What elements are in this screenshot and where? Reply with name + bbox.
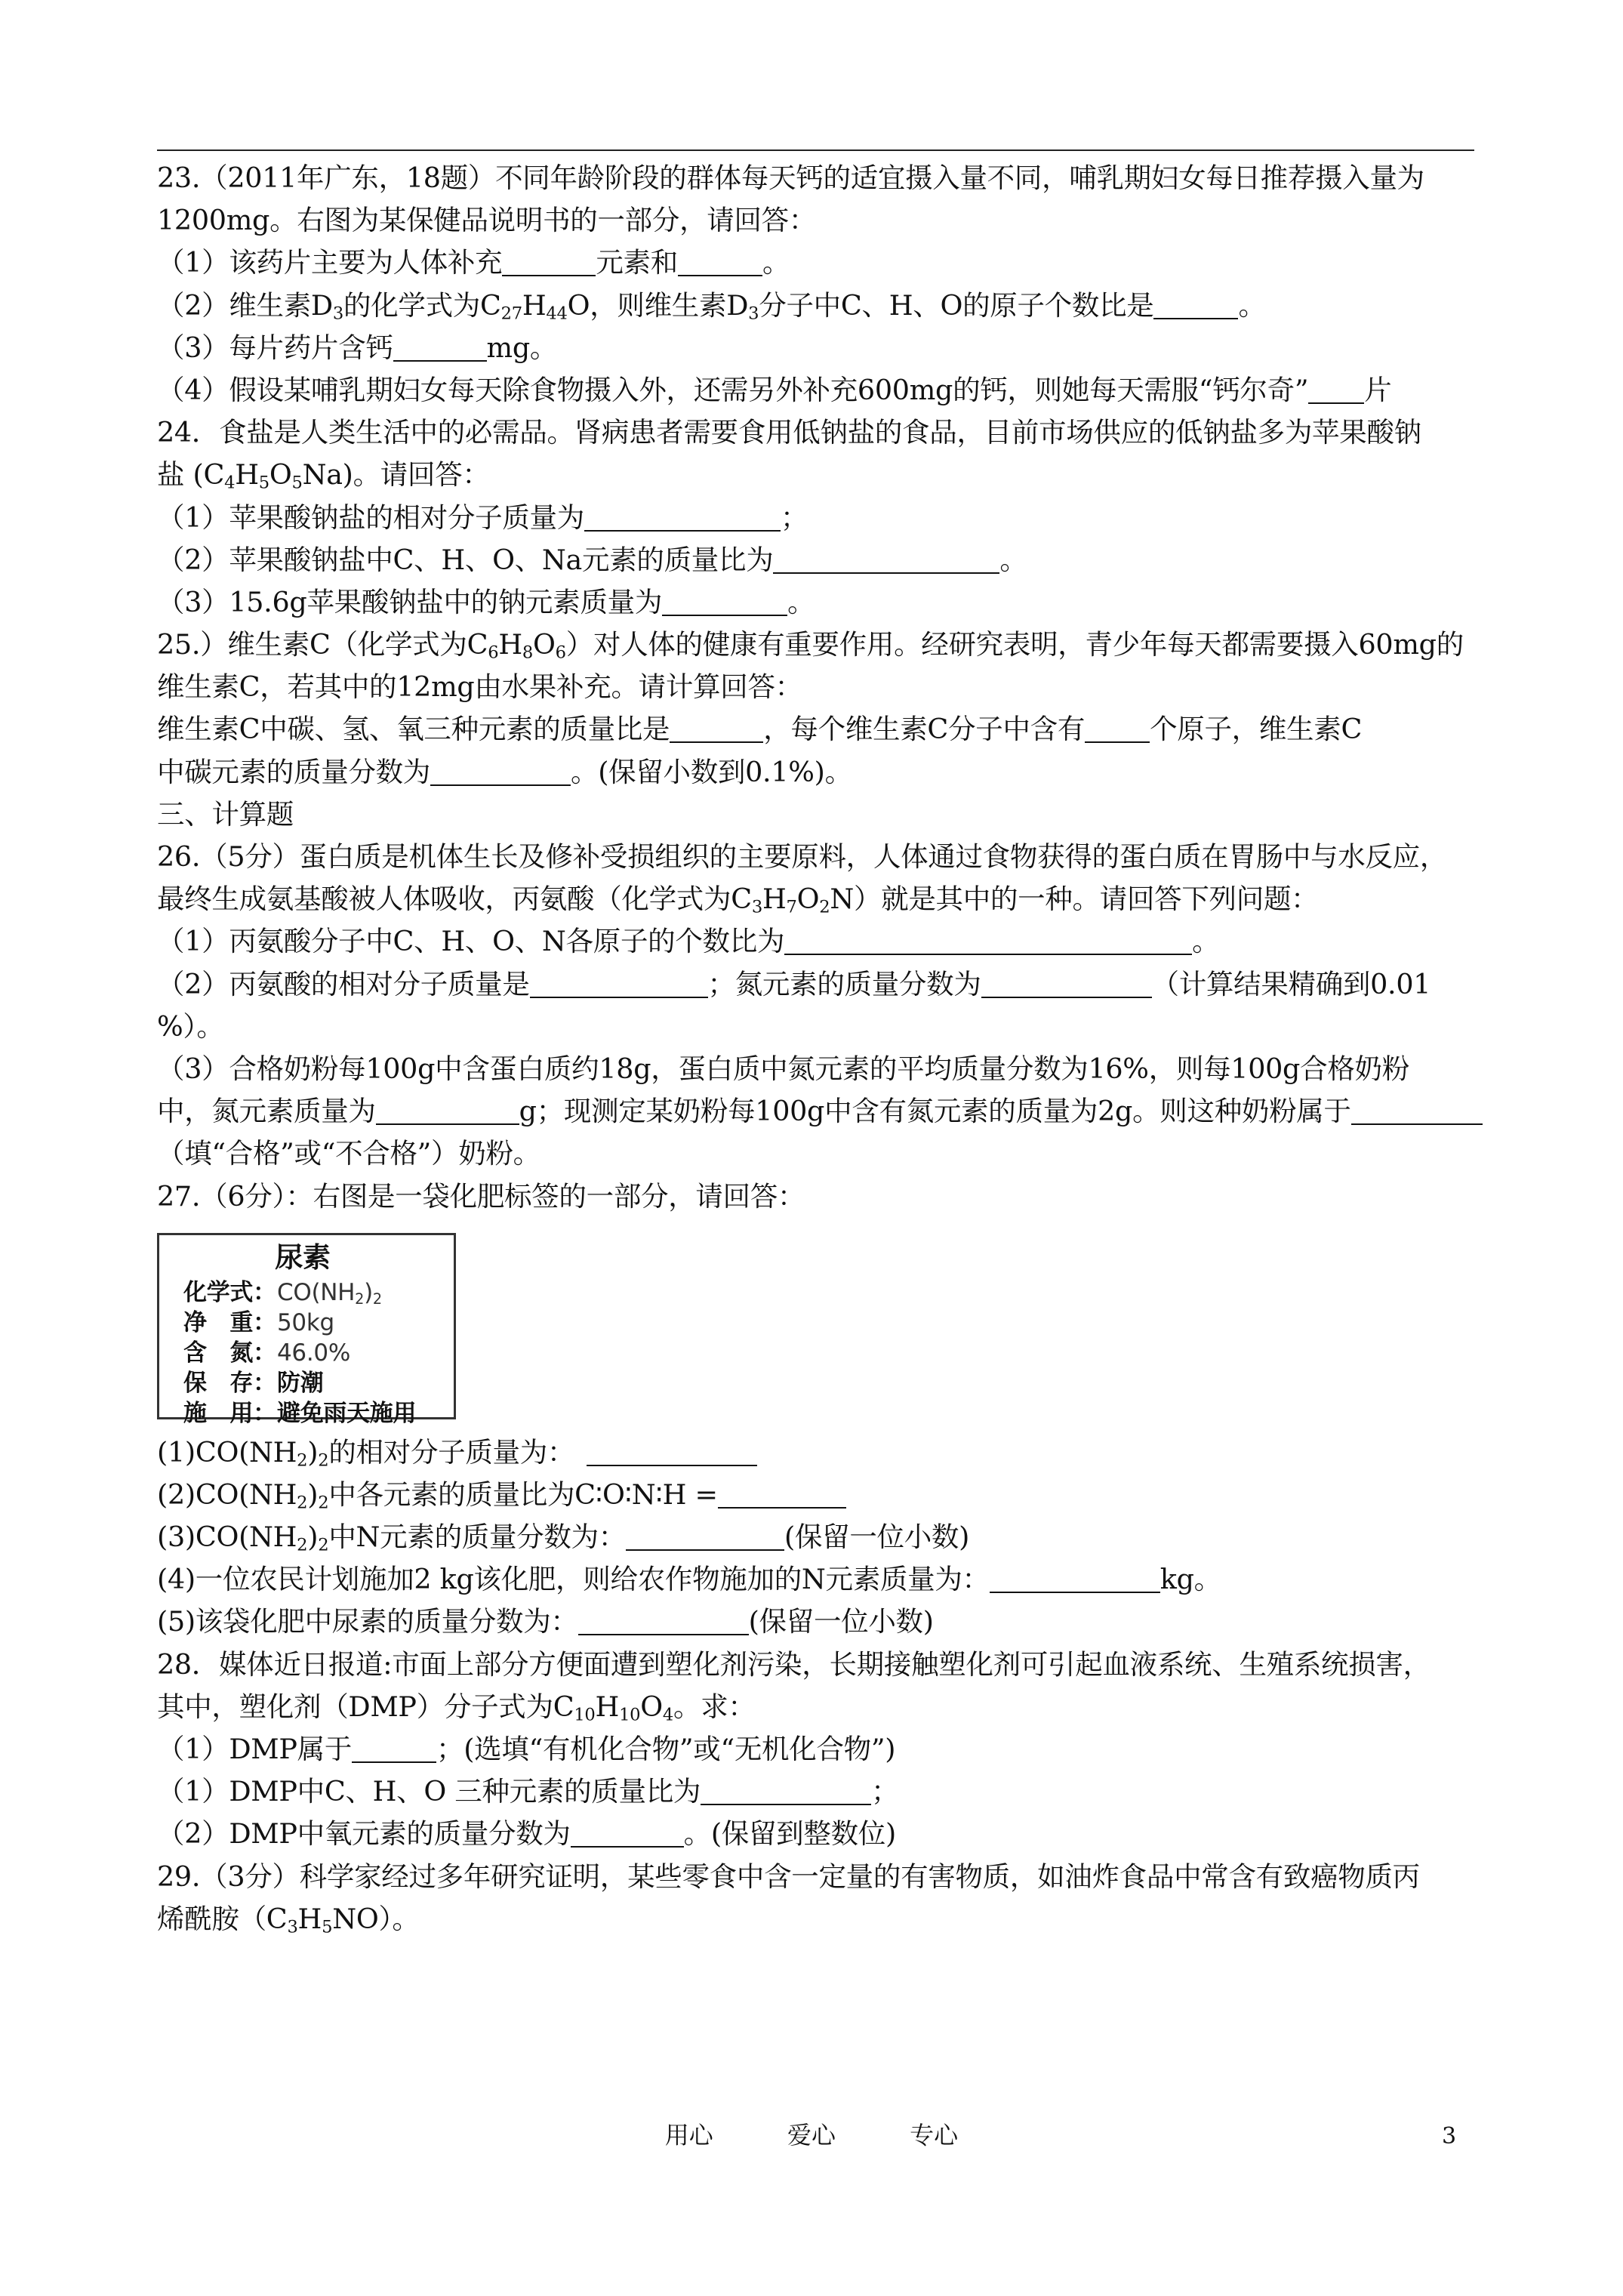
q24-part-3: （3）15.6g苹果酸钠盐中的钠元素质量为 。 [157,585,815,618]
label-row-formula: 化学式：$CO(NH_2)_2$ [183,1278,382,1308]
q27-part-2: $(2)CO(NH_2)_2$中各元素的质量比为C∶O∶N∶H = [157,1474,1486,1516]
answer-blank[interactable] [784,925,1192,955]
q23-line-2: 1200mg。右图为某保健品说明书的一部分，请回答： [157,204,817,237]
answer-blank[interactable] [352,1733,436,1763]
footer-item: 爱心 [787,2121,836,2150]
q27-part-3: $(3)CO(NH_2)_2$中N元素的质量分数为： (保留一位小数) [157,1521,970,1555]
answer-blank[interactable] [587,1436,757,1466]
q24-line-2: 盐 $(C_4H_5O_5Na)$。请回答： [157,458,490,493]
answer-blank[interactable] [584,501,781,532]
q25-line-4: 中碳元素的质量分数为 。(保留小数到0.1%)。 [157,755,852,788]
answer-blank[interactable] [670,713,763,743]
answer-blank[interactable] [502,246,596,276]
footer-item: 专心 [910,2121,959,2150]
q27-part-4: (4)一位农民计划施加2 kg该化肥，则给农作物施加的N元素质量为： kg。 [157,1563,1221,1596]
answer-blank[interactable] [1153,289,1238,319]
q25-line-2: 维生素C，若其中的12mg由水果补充。请计算回答： [157,670,802,704]
label-row-weight: 净 重：50kg [183,1308,334,1336]
q23-part-4: （4）假设某哺乳期妇女每天除食物摄入外，还需另外补充600mg的钙，则她每天需服“钙尔奇” 片 [157,373,1392,406]
answer-blank[interactable] [530,968,708,998]
answer-blank[interactable] [376,1095,519,1125]
q24-part-2: （2）苹果酸钠盐中C、H、O、Na元素的质量比为 。 [157,543,1027,576]
q23-part-2: （2）维生素$D_3$的化学式为$C_{27}H_{44}O$，则维生素$D_3$分子中C、H、O的原子个数比是 。 [157,288,1266,324]
answer-blank[interactable] [718,1478,846,1509]
answer-blank[interactable] [1085,713,1150,743]
header-rule [157,149,1474,151]
q26-part-3-end: （填“合格”或“不合格”）奶粉。 [157,1137,540,1170]
footer-item: 用心 [664,2121,713,2150]
answer-blank[interactable] [662,586,787,616]
q23-line-1: 23.（2011年广东，18题）不同年龄阶段的群体每天钙的适宜摄入量不同，哺乳期妇女每日推荐摄入量为 [157,162,1424,194]
q27-intro: 27.（6分）：右图是一袋化肥标签的一部分，请回答： [157,1179,805,1213]
answer-blank[interactable] [1308,374,1364,404]
q26-part-3-cont: 中，氮元素质量为 g；现测定某奶粉每100g中含有氮元素的质量为2g。则这种奶粉属于 [157,1090,1486,1133]
q28-part-1: （1）DMP属于 ；(选填“有机化合物”或“无机化合物”) [157,1733,896,1765]
q26-line-1: 26.（5分）蛋白质是机体生长及修补受损组织的主要原料，人体通过食物获得的蛋白质在胃肠中与水反应， [157,840,1448,873]
page-content [157,157,1486,1940]
q27-part-5: (5)该袋化肥中尿素的质量分数为： (保留一位小数) [157,1605,934,1638]
q26-part-2: （2）丙氨酸的相对分子质量是 ；氮元素的质量分数为 （计算结果精确到0.01 [157,967,1431,1000]
label-title: 尿素 [275,1240,331,1274]
q28-part-2: （1）DMP中C、H、O 三种元素的质量比为 ； [157,1775,899,1808]
label-row-usage: 施 用：避免雨天施用 [183,1399,417,1427]
answer-blank[interactable] [571,1817,684,1848]
answer-blank[interactable] [430,756,571,786]
q26-part-1: （1）丙氨酸分子中C、H、O、N各原子的个数比为 。 [157,925,1220,958]
q28-line-1: 28．媒体近日报道:市面上部分方便面遭到塑化剂污染，长期接触塑化剂可引起血液系统、生殖系统损害， [157,1647,1431,1681]
q23-part-3: （3）每片药片含钙 mg。 [157,331,558,364]
page-footer [0,2120,1623,2150]
q25-line-3: 维生素C中碳、氢、氧三种元素的质量比是 ，每个维生素C分子中含有 个原子，维生素C [157,713,1363,746]
q28-line-2: 其中，塑化剂（DMP）分子式为$C_{10}H_{10}O_4$。求： [157,1690,756,1725]
answer-blank[interactable] [678,246,762,276]
q29-line-1: 29.（3分）科学家经过多年研究证明，某些零食中含一定量的有害物质，如油炸食品中常含有致癌物质丙 [157,1860,1420,1893]
q24-line-1: 24．食盐是人类生活中的必需品。肾病患者需要食用低钠盐的食品，目前市场供应的低钠盐多为苹果酸钠 [157,416,1421,449]
q27-part-1: $(1)CO(NH_2)_2$的相对分子质量为： [157,1432,1486,1474]
answer-blank[interactable] [773,544,999,574]
section-title: 三、计算题 [157,797,294,831]
answer-blank[interactable] [1351,1095,1483,1125]
answer-blank[interactable] [393,331,487,362]
q24-part-1: （1）苹果酸钠盐的相对分子质量为 ； [157,501,808,534]
q28-part-3: （2）DMP中氧元素的质量分数为 。(保留到整数位) [157,1817,896,1851]
label-row-nitrogen: 含 氮：46.0% [183,1339,350,1367]
q29-line-2: 烯酰胺$(C_3H_5NO)$。 [157,1902,420,1937]
answer-blank[interactable] [578,1605,749,1635]
answer-blank[interactable] [990,1563,1160,1593]
q23-part-1: （1）该药片主要为人体补充 元素和 。 [157,246,790,279]
fertilizer-label [157,1233,456,1427]
q26-part-3: （3）合格奶粉每100g中含蛋白质约18g，蛋白质中氮元素的平均质量分数为16%，则每100g合格奶粉 [157,1052,1409,1085]
answer-blank[interactable] [626,1521,784,1551]
answer-blank[interactable] [701,1775,871,1805]
page-number: 3 [1442,2123,1457,2150]
q25-line-1: 25.）维生素C（化学式为$C_6H_8O_6$）对人体的健康有重要作用。经研究表明，青少年每天都需要摄入60mg的 [157,628,1464,663]
label-row-storage: 保 存：防潮 [183,1369,324,1397]
q26-line-2: 最终生成氨基酸被人体吸收，丙氨酸（化学式为$C_3H_7O_2N$）就是其中的一种。请回答下列问题： [157,883,1319,917]
answer-blank[interactable] [981,968,1152,998]
q26-part-2-cont: %）。 [157,1009,224,1043]
